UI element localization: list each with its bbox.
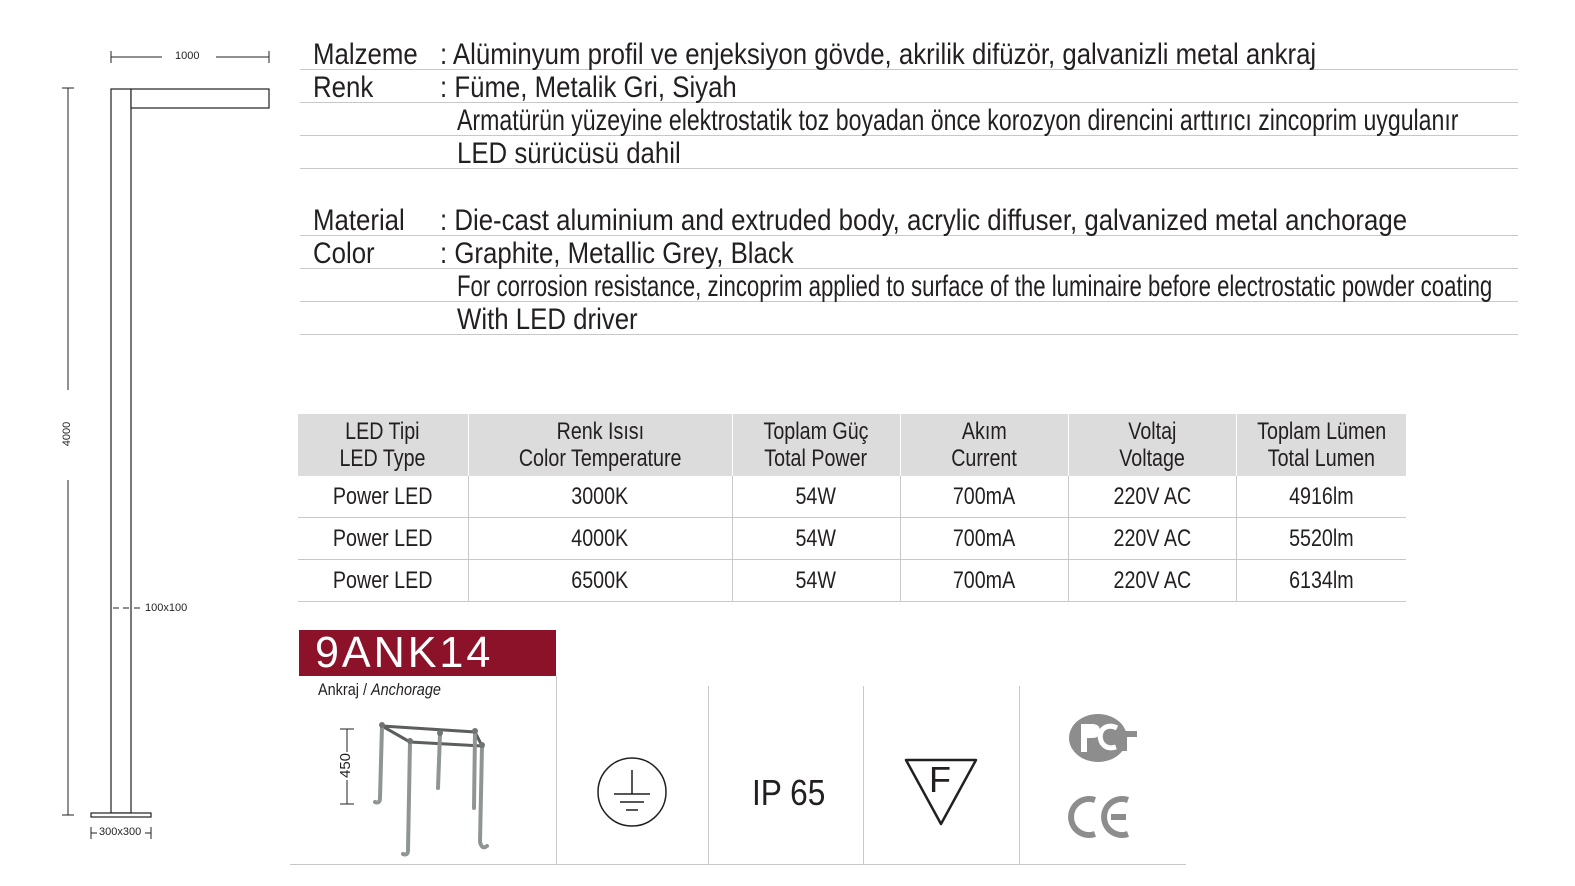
cell-current: 700mA xyxy=(900,560,1068,602)
material-value-tr: : Alüminyum profil ve enjeksiyon gövde, akrilik difüzör, galvanizli metal ankraj xyxy=(440,38,1317,71)
cell-color-temp: 4000K xyxy=(468,518,732,560)
spec-color-en xyxy=(300,235,1518,269)
cell-current: 700mA xyxy=(900,476,1068,518)
header-voltage: Voltaj Voltage xyxy=(1068,414,1236,476)
material-key-tr: Malzeme xyxy=(313,38,418,71)
spec-note2-en xyxy=(300,301,1518,335)
note2-en: With LED driver xyxy=(457,303,638,336)
bottom-rule xyxy=(290,864,1186,865)
header-color-temp: Renk Isısı Color Temperature xyxy=(468,414,732,476)
spec-note1-en xyxy=(300,268,1518,302)
color-value-en: : Graphite, Metallic Grey, Black xyxy=(440,237,794,270)
cell-lumen: 4916lm xyxy=(1236,476,1406,518)
table-header-row xyxy=(298,414,1406,476)
product-code: 9ANK14 xyxy=(315,628,494,677)
cell-power: 54W xyxy=(732,560,900,602)
header-led-type: LED Tipi LED Type xyxy=(298,414,468,476)
cell-led-type: Power LED xyxy=(298,476,468,518)
cell-current: 700mA xyxy=(900,518,1068,560)
cell-power: 54W xyxy=(732,476,900,518)
cell-led-type: Power LED xyxy=(298,518,468,560)
led-spec-table xyxy=(298,414,1406,602)
divider xyxy=(708,686,709,864)
cell-lumen: 5520lm xyxy=(1236,518,1406,560)
ground-class-icon xyxy=(596,756,668,828)
cell-color-temp: 6500K xyxy=(468,560,732,602)
note2-tr: LED sürücüsü dahil xyxy=(457,137,681,170)
ip-rating: IP 65 xyxy=(752,772,826,813)
divider xyxy=(556,676,557,864)
header-total-lumen: Toplam Lümen Total Lumen xyxy=(1236,414,1406,476)
color-key-en: Color xyxy=(313,237,375,270)
section-dimension: 100x100 xyxy=(145,602,188,614)
cell-voltage: 220V AC xyxy=(1068,560,1236,602)
pct-mark-icon xyxy=(1068,712,1138,764)
color-value-tr: : Füme, Metalik Gri, Siyah xyxy=(440,71,737,104)
table-row xyxy=(298,518,1406,560)
spec-note2-tr xyxy=(300,135,1518,169)
cell-voltage: 220V AC xyxy=(1068,518,1236,560)
f-mark-letter: F xyxy=(929,759,951,800)
base-dimension: 300x300 xyxy=(99,826,142,838)
anchorage-drawing xyxy=(330,712,510,862)
width-dimension: 1000 xyxy=(175,50,200,62)
ce-mark-icon xyxy=(1068,794,1132,840)
anchorage-label: Ankraj / Anchorage xyxy=(318,680,441,699)
header-total-power: Toplam Güç Total Power xyxy=(732,414,900,476)
spec-note1-tr xyxy=(300,102,1518,136)
cell-power: 54W xyxy=(732,518,900,560)
note1-tr: Armatürün yüzeyine elektrostatik toz boyadan önce korozyon direncini arttırıcı zincoprim uygulanır xyxy=(457,104,1459,137)
table-row xyxy=(298,560,1406,602)
divider xyxy=(863,686,864,864)
cell-color-temp: 3000K xyxy=(468,476,732,518)
cell-lumen: 6134lm xyxy=(1236,560,1406,602)
spec-material-tr xyxy=(300,36,1518,70)
anchorage-dimension: 450 xyxy=(337,752,355,779)
table-row xyxy=(298,476,1406,518)
material-key-en: Material xyxy=(313,204,405,237)
spec-color-tr xyxy=(300,69,1518,103)
header-current: Akım Current xyxy=(900,414,1068,476)
pole-drawing xyxy=(0,0,290,886)
product-code-badge xyxy=(299,630,556,676)
cell-led-type: Power LED xyxy=(298,560,468,602)
divider xyxy=(1019,686,1020,864)
cell-voltage: 220V AC xyxy=(1068,476,1236,518)
color-key-tr: Renk xyxy=(313,71,374,104)
note1-en: For corrosion resistance, zincoprim applied to surface of the luminaire before electrostatic powder coating xyxy=(457,270,1493,303)
material-value-en: : Die-cast aluminium and extruded body, acrylic diffuser, galvanized metal anchorage xyxy=(440,204,1408,237)
spec-material-en xyxy=(300,202,1518,236)
height-dimension: 4000 xyxy=(61,421,74,447)
